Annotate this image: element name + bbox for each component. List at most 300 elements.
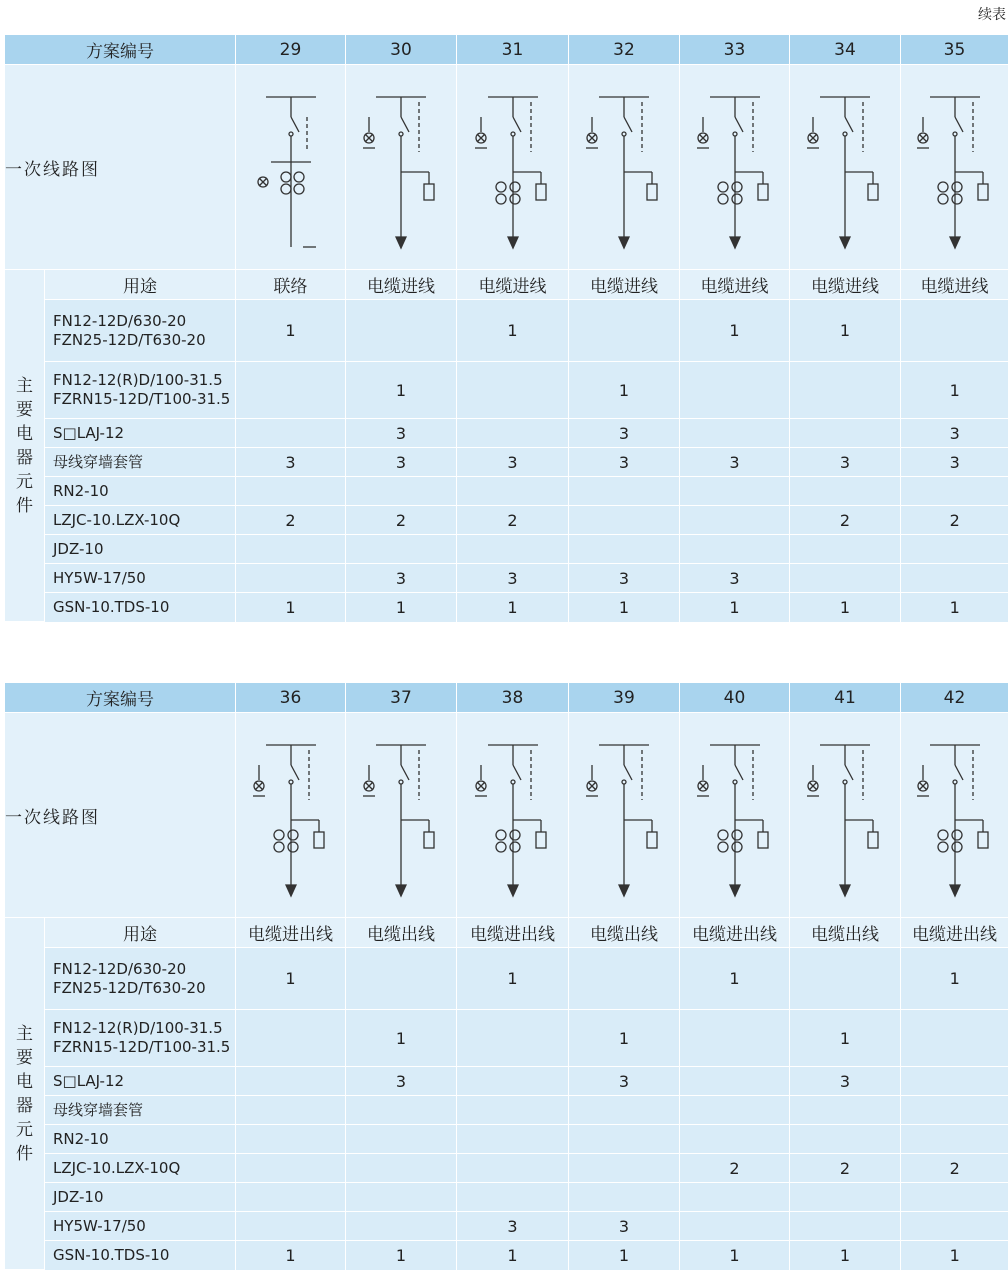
component-label [45, 1067, 236, 1096]
component-qty [457, 1096, 569, 1125]
component-model: LZJC-10.LZX-10Q [53, 1158, 181, 1177]
component-qty [569, 362, 680, 419]
diagram-row [5, 65, 1008, 270]
diagram-cell [790, 713, 901, 918]
component-qty [236, 535, 346, 564]
component-qty [790, 362, 901, 419]
component-qty [236, 362, 346, 419]
component-qty [790, 1154, 901, 1183]
component-label [45, 1241, 236, 1270]
schematic-diagram [241, 72, 341, 262]
component-row [5, 1183, 1008, 1212]
component-qty [457, 477, 569, 506]
component-row [5, 362, 1008, 419]
component-qty [569, 593, 680, 622]
usage-value: 电缆进出线 [680, 918, 790, 948]
qty-value: 1 [395, 1028, 407, 1048]
component-qty [236, 448, 346, 477]
qty-value: 3 [395, 568, 407, 588]
component-model: GSN-10.TDS-10 [53, 1245, 170, 1264]
qty-value: 3 [618, 452, 630, 472]
qty-value: 1 [395, 1245, 407, 1265]
qty-value: 1 [285, 969, 296, 988]
qty-value: 1 [729, 597, 740, 617]
usage-value: 电缆进线 [457, 270, 569, 300]
component-qty [346, 593, 457, 622]
qty-value: 3 [507, 452, 518, 472]
schematic-diagram [905, 720, 1005, 910]
usage-row [5, 270, 1008, 300]
qty-value: 1 [729, 1245, 740, 1265]
component-qty [346, 564, 457, 593]
component-qty [457, 1010, 569, 1067]
component-qty [901, 1067, 1008, 1096]
component-qty [346, 477, 457, 506]
component-qty [346, 300, 457, 362]
scheme-number: 42 [901, 683, 1008, 713]
component-model: FZN25-12D/T630-20 [53, 978, 206, 997]
component-qty [346, 448, 457, 477]
schematic-diagram [795, 72, 895, 262]
component-qty [457, 1154, 569, 1183]
component-qty [680, 1010, 790, 1067]
qty-value: 3 [395, 452, 407, 472]
component-model: S□LAJ-12 [53, 423, 125, 442]
component-qty [236, 1154, 346, 1183]
qty-value: 3 [839, 1071, 851, 1091]
component-qty [790, 448, 901, 477]
component-qty [901, 564, 1008, 593]
qty-value: 2 [395, 510, 407, 530]
qty-value: 3 [949, 452, 960, 472]
component-qty [901, 948, 1008, 1010]
component-qty [569, 1096, 680, 1125]
component-qty [346, 506, 457, 535]
component-qty [901, 448, 1008, 477]
component-qty [457, 1183, 569, 1212]
component-group-label: 主 要 电 器 元 件 [5, 918, 45, 1270]
component-group-label: 主 要 电 器 元 件 [5, 270, 45, 622]
component-qty [680, 448, 790, 477]
component-row [5, 448, 1008, 477]
scheme-table-2 [4, 682, 1008, 1270]
component-qty [790, 535, 901, 564]
component-model: FN12-12D/630-20 [53, 311, 187, 330]
component-qty [680, 1125, 790, 1154]
component-model: RN2-10 [53, 1129, 109, 1148]
component-label [45, 477, 236, 506]
scheme-number: 41 [790, 683, 901, 713]
component-model: 母线穿墙套管 [53, 452, 144, 471]
usage-value: 电缆进线 [569, 270, 680, 300]
component-qty [901, 1154, 1008, 1183]
component-qty [680, 1096, 790, 1125]
qty-value: 1 [839, 1028, 851, 1048]
qty-value: 1 [507, 597, 518, 617]
component-qty [790, 419, 901, 448]
qty-value: 2 [285, 510, 296, 530]
component-label [45, 1125, 236, 1154]
schematic-diagram [574, 72, 674, 262]
component-label [45, 948, 236, 1010]
component-qty [901, 506, 1008, 535]
component-row [5, 948, 1008, 1010]
component-qty [569, 1241, 680, 1270]
usage-value: 电缆进线 [680, 270, 790, 300]
scheme-number: 35 [901, 35, 1008, 65]
schematic-diagram [241, 720, 341, 910]
diagram-cell [790, 65, 901, 270]
qty-value: 3 [729, 452, 740, 472]
component-model: LZJC-10.LZX-10Q [53, 510, 181, 529]
component-qty [790, 506, 901, 535]
qty-value: 1 [618, 597, 630, 617]
qty-value: 1 [285, 1245, 296, 1265]
component-qty [236, 564, 346, 593]
qty-value: 1 [949, 969, 960, 988]
qty-value: 3 [839, 452, 851, 472]
component-qty [346, 1212, 457, 1241]
schematic-diagram [685, 72, 785, 262]
component-label [45, 1010, 236, 1067]
usage-value: 电缆进出线 [457, 918, 569, 948]
scheme-number: 40 [680, 683, 790, 713]
component-qty [901, 1212, 1008, 1241]
usage-value: 电缆进线 [790, 270, 901, 300]
component-qty [569, 1125, 680, 1154]
component-qty [569, 419, 680, 448]
component-qty [680, 1154, 790, 1183]
diagram-label: 一次线路图 [5, 713, 236, 918]
schematic-diagram [795, 720, 895, 910]
component-qty [457, 362, 569, 419]
component-qty [236, 506, 346, 535]
component-model: HY5W-17/50 [53, 1216, 146, 1235]
component-qty [901, 1183, 1008, 1212]
component-qty [901, 1010, 1008, 1067]
qty-value: 1 [729, 969, 740, 988]
component-qty [236, 948, 346, 1010]
component-qty [680, 300, 790, 362]
component-qty [790, 593, 901, 622]
component-qty [680, 564, 790, 593]
qty-value: 1 [507, 321, 518, 340]
component-label [45, 419, 236, 448]
component-row [5, 506, 1008, 535]
component-row [5, 1241, 1008, 1270]
diagram-cell [569, 65, 680, 270]
component-model: RN2-10 [53, 481, 109, 500]
qty-value: 3 [395, 1071, 407, 1091]
diagram-row [5, 713, 1008, 918]
diagram-cell [680, 713, 790, 918]
qty-value: 3 [729, 568, 740, 588]
component-qty [236, 1010, 346, 1067]
component-qty [346, 948, 457, 1010]
component-model: GSN-10.TDS-10 [53, 597, 170, 616]
component-label [45, 564, 236, 593]
component-qty [901, 300, 1008, 362]
scheme-number: 34 [790, 35, 901, 65]
component-qty [346, 535, 457, 564]
usage-value: 电缆进线 [901, 270, 1008, 300]
component-label [45, 448, 236, 477]
usage-value: 电缆出线 [346, 918, 457, 948]
schematic-diagram [685, 720, 785, 910]
schematic-diagram [463, 72, 563, 262]
qty-value: 3 [618, 568, 630, 588]
component-qty [236, 1125, 346, 1154]
component-qty [236, 300, 346, 362]
component-qty [236, 593, 346, 622]
component-qty [569, 564, 680, 593]
component-qty [901, 593, 1008, 622]
component-qty [901, 362, 1008, 419]
qty-value: 2 [949, 510, 960, 530]
qty-value: 1 [507, 1245, 518, 1265]
component-qty [457, 1212, 569, 1241]
qty-value: 1 [729, 321, 740, 340]
component-qty [569, 1212, 680, 1241]
component-row [5, 564, 1008, 593]
component-qty [790, 1096, 901, 1125]
component-qty [790, 1010, 901, 1067]
qty-value: 3 [949, 423, 960, 443]
scheme-number-label: 方案编号 [5, 683, 236, 713]
component-qty [790, 564, 901, 593]
component-qty [236, 419, 346, 448]
qty-value: 3 [618, 423, 630, 443]
component-qty [790, 1241, 901, 1270]
component-qty [901, 419, 1008, 448]
component-qty [569, 506, 680, 535]
component-label [45, 506, 236, 535]
usage-value: 电缆进出线 [236, 918, 346, 948]
component-qty [790, 948, 901, 1010]
component-row [5, 419, 1008, 448]
component-label [45, 593, 236, 622]
component-qty [680, 535, 790, 564]
schematic-diagram [463, 720, 563, 910]
diagram-cell [457, 65, 569, 270]
component-qty [901, 535, 1008, 564]
usage-value: 联络 [236, 270, 346, 300]
component-qty [569, 1010, 680, 1067]
component-qty [901, 477, 1008, 506]
qty-value: 3 [507, 1216, 518, 1236]
usage-value: 电缆进出线 [901, 918, 1008, 948]
component-qty [790, 1183, 901, 1212]
qty-value: 1 [618, 1028, 630, 1048]
component-label [45, 535, 236, 564]
component-qty [457, 593, 569, 622]
qty-value: 2 [839, 510, 851, 530]
qty-value: 1 [285, 321, 296, 340]
component-qty [680, 1183, 790, 1212]
component-qty [680, 1212, 790, 1241]
qty-value: 1 [839, 321, 851, 340]
component-qty [790, 477, 901, 506]
component-qty [569, 1067, 680, 1096]
scheme-number: 38 [457, 683, 569, 713]
diagram-cell [236, 713, 346, 918]
component-qty [680, 362, 790, 419]
component-model: FN12-12D/630-20 [53, 959, 187, 978]
usage-value: 电缆出线 [790, 918, 901, 948]
scheme-number: 31 [457, 35, 569, 65]
component-row [5, 535, 1008, 564]
component-qty [901, 1125, 1008, 1154]
component-model: FN12-12(R)D/100-31.5 [53, 1019, 223, 1037]
component-model: S□LAJ-12 [53, 1071, 125, 1090]
component-qty [569, 477, 680, 506]
usage-label: 用途 [45, 918, 236, 948]
component-qty [457, 419, 569, 448]
component-qty [680, 419, 790, 448]
component-qty [790, 1125, 901, 1154]
component-label [45, 1154, 236, 1183]
qty-value: 1 [949, 1245, 960, 1265]
component-row [5, 300, 1008, 362]
qty-value: 2 [949, 1158, 960, 1178]
scheme-number: 33 [680, 35, 790, 65]
component-label [45, 1212, 236, 1241]
component-model: JDZ-10 [53, 539, 104, 558]
diagram-cell [569, 713, 680, 918]
schematic-diagram [905, 72, 1005, 262]
scheme-table-1 [4, 34, 1008, 622]
component-qty [346, 1183, 457, 1212]
component-qty [236, 1096, 346, 1125]
component-model: 母线穿墙套管 [53, 1100, 144, 1119]
component-model: JDZ-10 [53, 1187, 104, 1206]
component-row [5, 1067, 1008, 1096]
component-qty [680, 477, 790, 506]
component-label [45, 1183, 236, 1212]
component-model: FN12-12(R)D/100-31.5 [53, 371, 223, 389]
component-row [5, 593, 1008, 622]
schematic-diagram [351, 720, 451, 910]
component-qty [901, 1241, 1008, 1270]
component-qty [346, 1125, 457, 1154]
scheme-number-row [5, 35, 1008, 65]
component-row [5, 1096, 1008, 1125]
component-qty [680, 506, 790, 535]
schematic-diagram [351, 72, 451, 262]
diagram-cell [236, 65, 346, 270]
component-qty [236, 1067, 346, 1096]
component-qty [569, 1154, 680, 1183]
component-qty [457, 448, 569, 477]
diagram-cell [346, 65, 457, 270]
scheme-number: 32 [569, 35, 680, 65]
qty-value: 3 [285, 452, 296, 472]
component-qty [901, 1096, 1008, 1125]
diagram-cell [680, 65, 790, 270]
component-qty [457, 564, 569, 593]
component-qty [346, 1154, 457, 1183]
usage-row [5, 918, 1008, 948]
component-qty [680, 1067, 790, 1096]
qty-value: 2 [839, 1158, 851, 1178]
component-qty [236, 1212, 346, 1241]
component-qty [457, 1125, 569, 1154]
component-model: HY5W-17/50 [53, 568, 146, 587]
qty-value: 3 [618, 1071, 630, 1091]
component-qty [790, 1212, 901, 1241]
component-qty [457, 506, 569, 535]
component-qty [680, 1241, 790, 1270]
qty-value: 1 [507, 969, 518, 988]
component-qty [346, 1241, 457, 1270]
qty-value: 1 [949, 597, 960, 617]
component-row [5, 1212, 1008, 1241]
component-label [45, 300, 236, 362]
component-qty [236, 1241, 346, 1270]
component-qty [790, 300, 901, 362]
component-qty [346, 1010, 457, 1067]
component-row [5, 1125, 1008, 1154]
component-qty [569, 948, 680, 1010]
scheme-number-label: 方案编号 [5, 35, 236, 65]
component-model: FZN25-12D/T630-20 [53, 330, 206, 349]
schematic-diagram [574, 720, 674, 910]
component-qty [346, 419, 457, 448]
usage-value: 电缆出线 [569, 918, 680, 948]
diagram-cell [457, 713, 569, 918]
scheme-number: 36 [236, 683, 346, 713]
component-row [5, 477, 1008, 506]
component-qty [236, 1183, 346, 1212]
component-qty [346, 1067, 457, 1096]
diagram-cell [901, 713, 1008, 918]
qty-value: 3 [507, 568, 518, 588]
component-qty [790, 1067, 901, 1096]
qty-value: 2 [507, 510, 518, 530]
component-qty [457, 948, 569, 1010]
usage-label: 用途 [45, 270, 236, 300]
qty-value: 1 [395, 380, 407, 400]
component-label [45, 1096, 236, 1125]
component-label [45, 362, 236, 419]
qty-value: 3 [618, 1216, 630, 1236]
qty-value: 2 [729, 1158, 740, 1178]
component-qty [569, 1183, 680, 1212]
qty-value: 1 [839, 597, 851, 617]
component-row [5, 1010, 1008, 1067]
scheme-number: 39 [569, 683, 680, 713]
qty-value: 1 [839, 1245, 851, 1265]
component-qty [457, 535, 569, 564]
scheme-number-row [5, 683, 1008, 713]
component-qty [569, 535, 680, 564]
qty-value: 1 [618, 1245, 630, 1265]
qty-value: 1 [618, 380, 630, 400]
component-qty [346, 1096, 457, 1125]
component-qty [680, 593, 790, 622]
diagram-cell [901, 65, 1008, 270]
continued-label: 续表 [978, 7, 1006, 23]
diagram-label: 一次线路图 [5, 65, 236, 270]
component-qty [680, 948, 790, 1010]
diagram-cell [346, 713, 457, 918]
component-qty [346, 362, 457, 419]
scheme-number: 29 [236, 35, 346, 65]
usage-value: 电缆进线 [346, 270, 457, 300]
component-model: FZRN15-12D/T100-31.5 [53, 390, 231, 408]
scheme-number: 37 [346, 683, 457, 713]
qty-value: 1 [949, 380, 960, 400]
